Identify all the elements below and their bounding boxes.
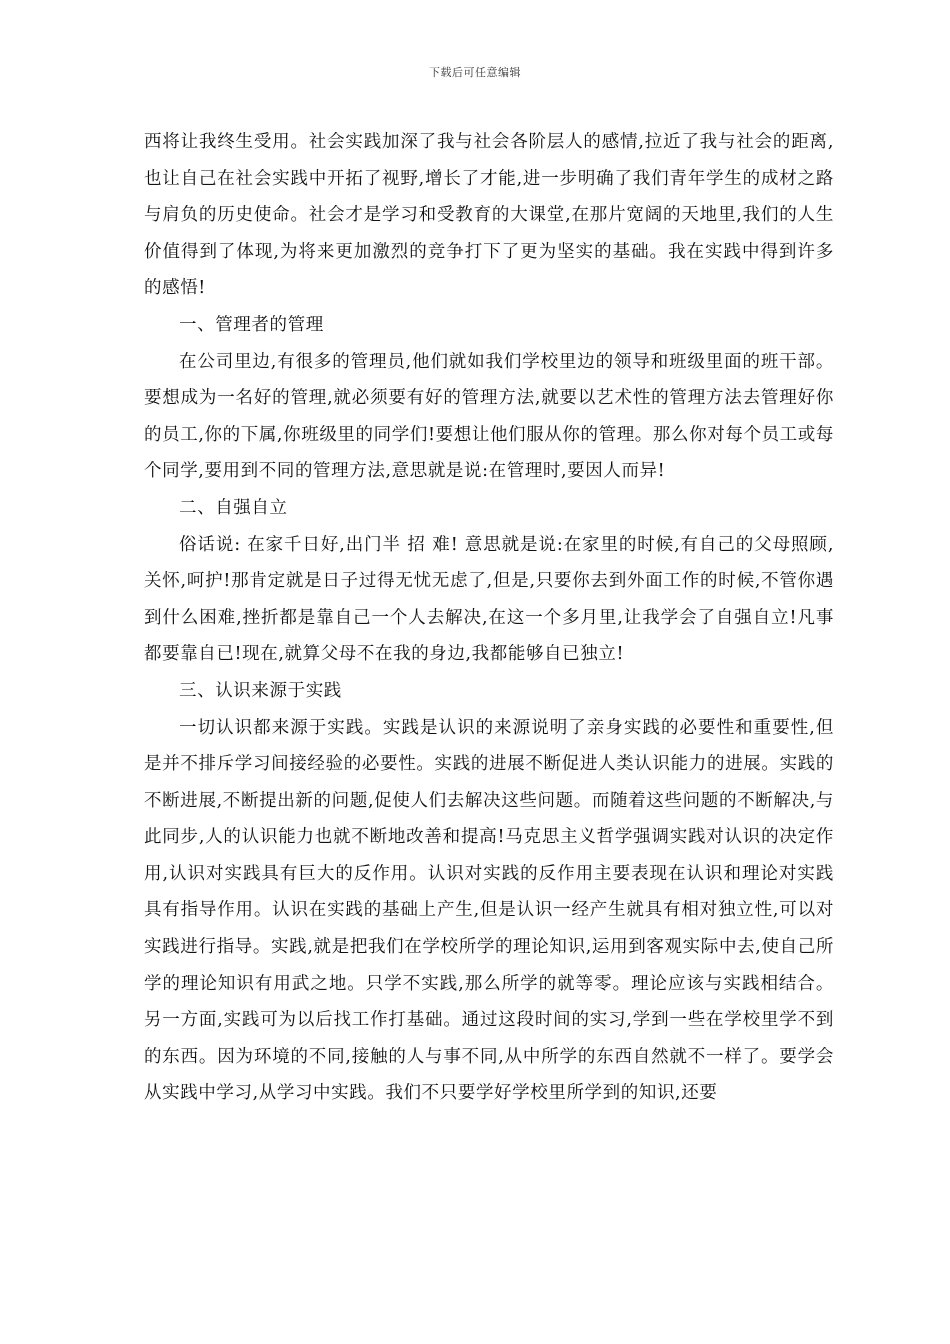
- page-header: 下载后可任意编辑: [429, 66, 521, 79]
- section-2-paragraph: 俗话说: 在家千日好,出门半 招 难! 意思就是说:在家里的时候,有自己的父母照顾,关怀,呵护!那肯定就是日子过得无忧无虑了,但是,只要你去到外面工作的时候,不管你遇到什么困难,挫折都是靠自己一个人去解决,在这一个多月里,让我学会了自强自立!凡事都要靠自已!现在,就算父母不在我的身边,我都能够自已独立!: [144, 534, 834, 665]
- document-body: [144, 124, 834, 1112]
- section-heading-2: 二、自强自立: [179, 497, 288, 518]
- section-1-paragraph: 在公司里边,有很多的管理员,他们就如我们学校里边的领导和班级里面的班干部。要想成为一名好的管理,就必须要有好的管理方法,就要以艺术性的管理方法去管理好你的员工,你的下属,你班级里的同学们!要想让他们服从你的管理。那么你对每个员工或每个同学,要用到不同的管理方法,意思就是说:在管理时,要因人而异!: [144, 351, 834, 482]
- section-3-paragraph: 一切认识都来源于实践。实践是认识的来源说明了亲身实践的必要性和重要性,但是并不排斥学习间接经验的必要性。实践的进展不断促进人类认识能力的进展。实践的不断进展,不断提出新的问题,促使人们去解决这些问题。而随着这些问题的不断解决,与此同步,人的认识能力也就不断地改善和提高!马克思主义哲学强调实践对认识的决定作用,认识对实践具有巨大的反作用。认识对实践的反作用主要表现在认识和理论对实践具有指导作用。认识在实践的基础上产生,但是认识一经产生就具有相对独立性,可以对实践进行指导。实践,就是把我们在学校所学的理论知识,运用到客观实际中去,使自己所学的理论知识有用武之地。只学不实践,那么所学的就等零。理论应该与实践相结合。另一方面,实践可为以后找工作打基础。通过这段时间的实习,学到一些在学校里学不到的东西。因为环境的不同,接触的人与事不同,从中所学的东西自然就不一样了。要学会从实践中学习,从学习中实践。我们不只要学好学校里所学到的知识,还要: [144, 717, 834, 1104]
- section-heading-1: 一、管理者的管理: [179, 314, 324, 335]
- section-heading-3: 三、认识来源于实践: [179, 680, 342, 701]
- intro-paragraph: 西将让我终生受用。社会实践加深了我与社会各阶层人的感情,拉近了我与社会的距离,也让自己在社会实践中开拓了视野,增长了才能,进一步明确了我们青年学生的成材之路与肩负的历史使命。社会才是学习和受教育的大课堂,在那片宽阔的天地里,我们的人生价值得到了体现,为将来更加激烈的竞争打下了更为坚实的基础。我在实践中得到许多的感悟!: [144, 132, 834, 299]
